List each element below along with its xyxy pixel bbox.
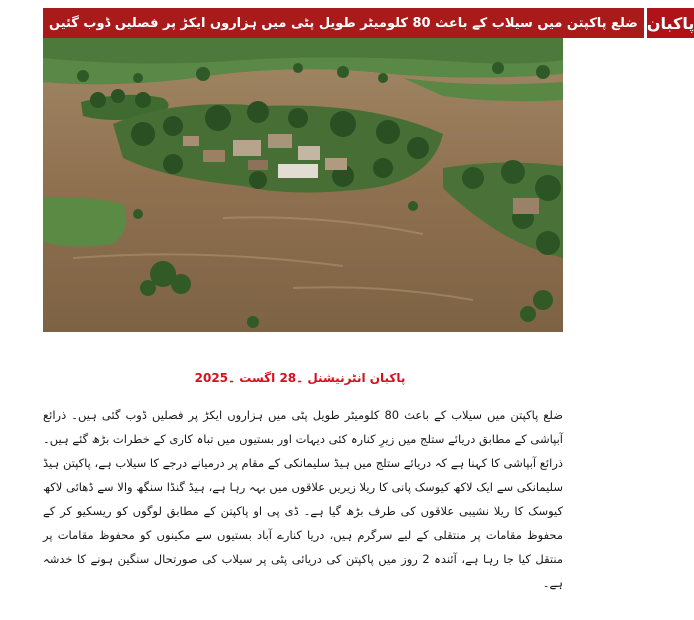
brand-logo: پاکبان	[644, 8, 694, 38]
headline-banner	[43, 8, 694, 38]
aerial-flood-image	[43, 38, 563, 332]
dateline: پاکبان انٹرنیشنل ۔28 اگست ۔2025	[194, 371, 406, 385]
article-body: ضلع پاکپتن میں سیلاب کے باعث 80 کلومیٹر طویل پٹی میں ہزاروں ایکڑ پر فصلیں ڈوب گئی ہیں۔ ذرائع آبپاشی کے مطابق دریائے ستلج میں زیرِ کنارہ کئی دیہات اور بستیوں میں تباہ کاری کے خطرات بڑھ گئے ہیں۔ ذرائع آبپاشی کا کہنا ہے کہ دریائے ستلج میں ہیڈ سلیمانکی کے مقام پر درمیانے درجے کا سیلاب ہے، پاکپتن ہیڈ سلیمانکی سے ایک لاکھ کیوسک پانی کا ریلا زیریں علاقوں میں بہہ رہا ہے، ہیڈ گنڈا سنگھ والا سے ڈھائی لاکھ کیوسک کا ریلا نشیبی علاقوں کی طرف بڑھ گیا ہے۔ ڈی پی او پاکپتن کے مطابق لوگوں کو ریسکیو کر کے محفوظ مقامات پر منتقلی کے لیے سرگرم ہیں، دریا کنارے آباد بستیوں سے مکینوں کو محفوظ مقامات پر منتقل کیا جا رہا ہے، آئندہ 2 روز میں پاکپتن کی دریائی پٹی پر سیلاب کی صورتحال سنگین ہونے کا خدشہ ہے۔	[43, 408, 564, 590]
headline: ضلع پاکپتن میں سیلاب کے باعث 80 کلومیٹر طویل پٹی میں ہزاروں ایکڑ پر فصلیں ڈوب گئیں	[43, 8, 644, 38]
flood-photo	[43, 38, 563, 332]
